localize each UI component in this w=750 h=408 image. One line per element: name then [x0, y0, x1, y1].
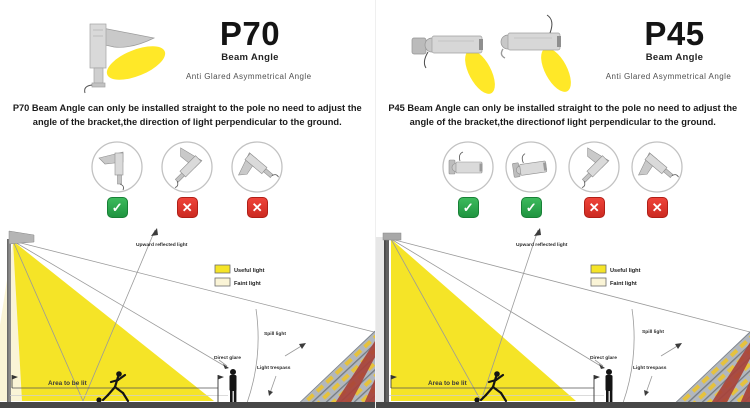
description-line-2: angle of the bracket,the directionof light perpendicular to the ground. — [409, 117, 716, 128]
ground — [376, 402, 750, 408]
light-trespass-label: Light trespass — [257, 366, 291, 371]
check-icon: ✓ — [521, 197, 542, 218]
spill-light-label: Spill light — [641, 330, 664, 335]
orientation-guide — [0, 141, 375, 218]
model-subtitle: Beam Angle — [221, 52, 279, 63]
fixture-orientation-icon — [442, 141, 494, 193]
floodlight-fixture — [383, 233, 401, 240]
stadium-bleachers — [670, 331, 750, 408]
check-icon: ✓ — [458, 197, 479, 218]
beam-ellipse — [535, 44, 577, 94]
product-title-block — [618, 17, 732, 63]
direct-glare-label: Direct glare — [214, 356, 241, 361]
orientation-tilted — [161, 141, 213, 218]
legend — [215, 265, 265, 287]
pole-shadow — [376, 237, 384, 403]
product-title-block — [193, 17, 307, 63]
tagline: Anti Glared Asymmetrical Angle — [605, 72, 732, 81]
cross-icon: ✕ — [584, 197, 605, 218]
fixture-orientation-icon — [631, 141, 683, 193]
description-line-1: P70 Beam Angle can only be installed straight to the pole no need to adjust the — [12, 103, 362, 113]
legend-useful-swatch — [215, 265, 230, 273]
orientation-horizontal-left — [505, 141, 557, 218]
model-subtitle: Beam Angle — [645, 52, 704, 63]
legend-useful-label: Useful light — [234, 268, 265, 274]
model-name: P45 — [644, 15, 705, 52]
cross-icon: ✕ — [647, 197, 668, 218]
cross-icon: ✕ — [247, 197, 268, 218]
install-description — [382, 101, 745, 130]
product-image-p45 — [404, 12, 584, 94]
orientation-straight — [91, 141, 143, 218]
legend-faint-label: Faint light — [234, 281, 261, 287]
description-line-1: P45 Beam Angle can only be installed straight to the pole no need to adjust the — [388, 103, 738, 113]
area-to-be-lit-label: Area to be lit — [427, 380, 467, 387]
orientation-horizontal-right — [442, 141, 494, 218]
standing-person — [605, 369, 612, 403]
install-description — [6, 101, 369, 130]
legend-useful-swatch — [591, 265, 606, 273]
product-image-p70 — [62, 14, 187, 94]
legend-faint-swatch — [591, 278, 606, 286]
legend-useful-label: Useful light — [609, 268, 640, 274]
orientation-angled-down — [631, 141, 683, 218]
orientation-guide — [376, 141, 750, 218]
legend — [591, 265, 641, 287]
fixture-orientation-icon — [568, 141, 620, 193]
upward-reflected-light-label: Upward reflected light — [136, 243, 188, 248]
tagline: Anti Glared Asymmetrical Angle — [186, 72, 312, 81]
beam-diagram-p45 — [376, 225, 750, 408]
useful-light-beam — [13, 241, 214, 401]
fixture-orientation-icon — [505, 141, 557, 193]
orientation-angled-down — [231, 141, 283, 218]
description-line-2: angle of the bracket,the direction of light perpendicular to the ground. — [32, 117, 342, 128]
standing-person — [230, 369, 237, 403]
direct-glare-label: Direct glare — [589, 356, 617, 361]
fixture-orientation-icon — [91, 141, 143, 193]
legend-faint-swatch — [215, 278, 230, 286]
beam-diagram-p70 — [0, 225, 375, 408]
panel-p45 — [376, 0, 750, 408]
floodlight-fixture — [9, 231, 34, 244]
check-icon: ✓ — [107, 197, 128, 218]
spill-light-label: Spill light — [264, 332, 287, 337]
ground — [0, 402, 375, 408]
cross-icon: ✕ — [177, 197, 198, 218]
legend-faint-label: Faint light — [609, 281, 637, 287]
fixture-orientation-icon — [231, 141, 283, 193]
orientation-tilted — [568, 141, 620, 218]
upward-reflected-light-label: Upward reflected light — [515, 243, 567, 248]
fixture-orientation-icon — [161, 141, 213, 193]
light-trespass-label: Light trespass — [632, 366, 666, 371]
stadium-bleachers — [294, 331, 375, 408]
area-to-be-lit-label: Area to be lit — [48, 380, 87, 387]
model-name: P70 — [219, 15, 281, 52]
